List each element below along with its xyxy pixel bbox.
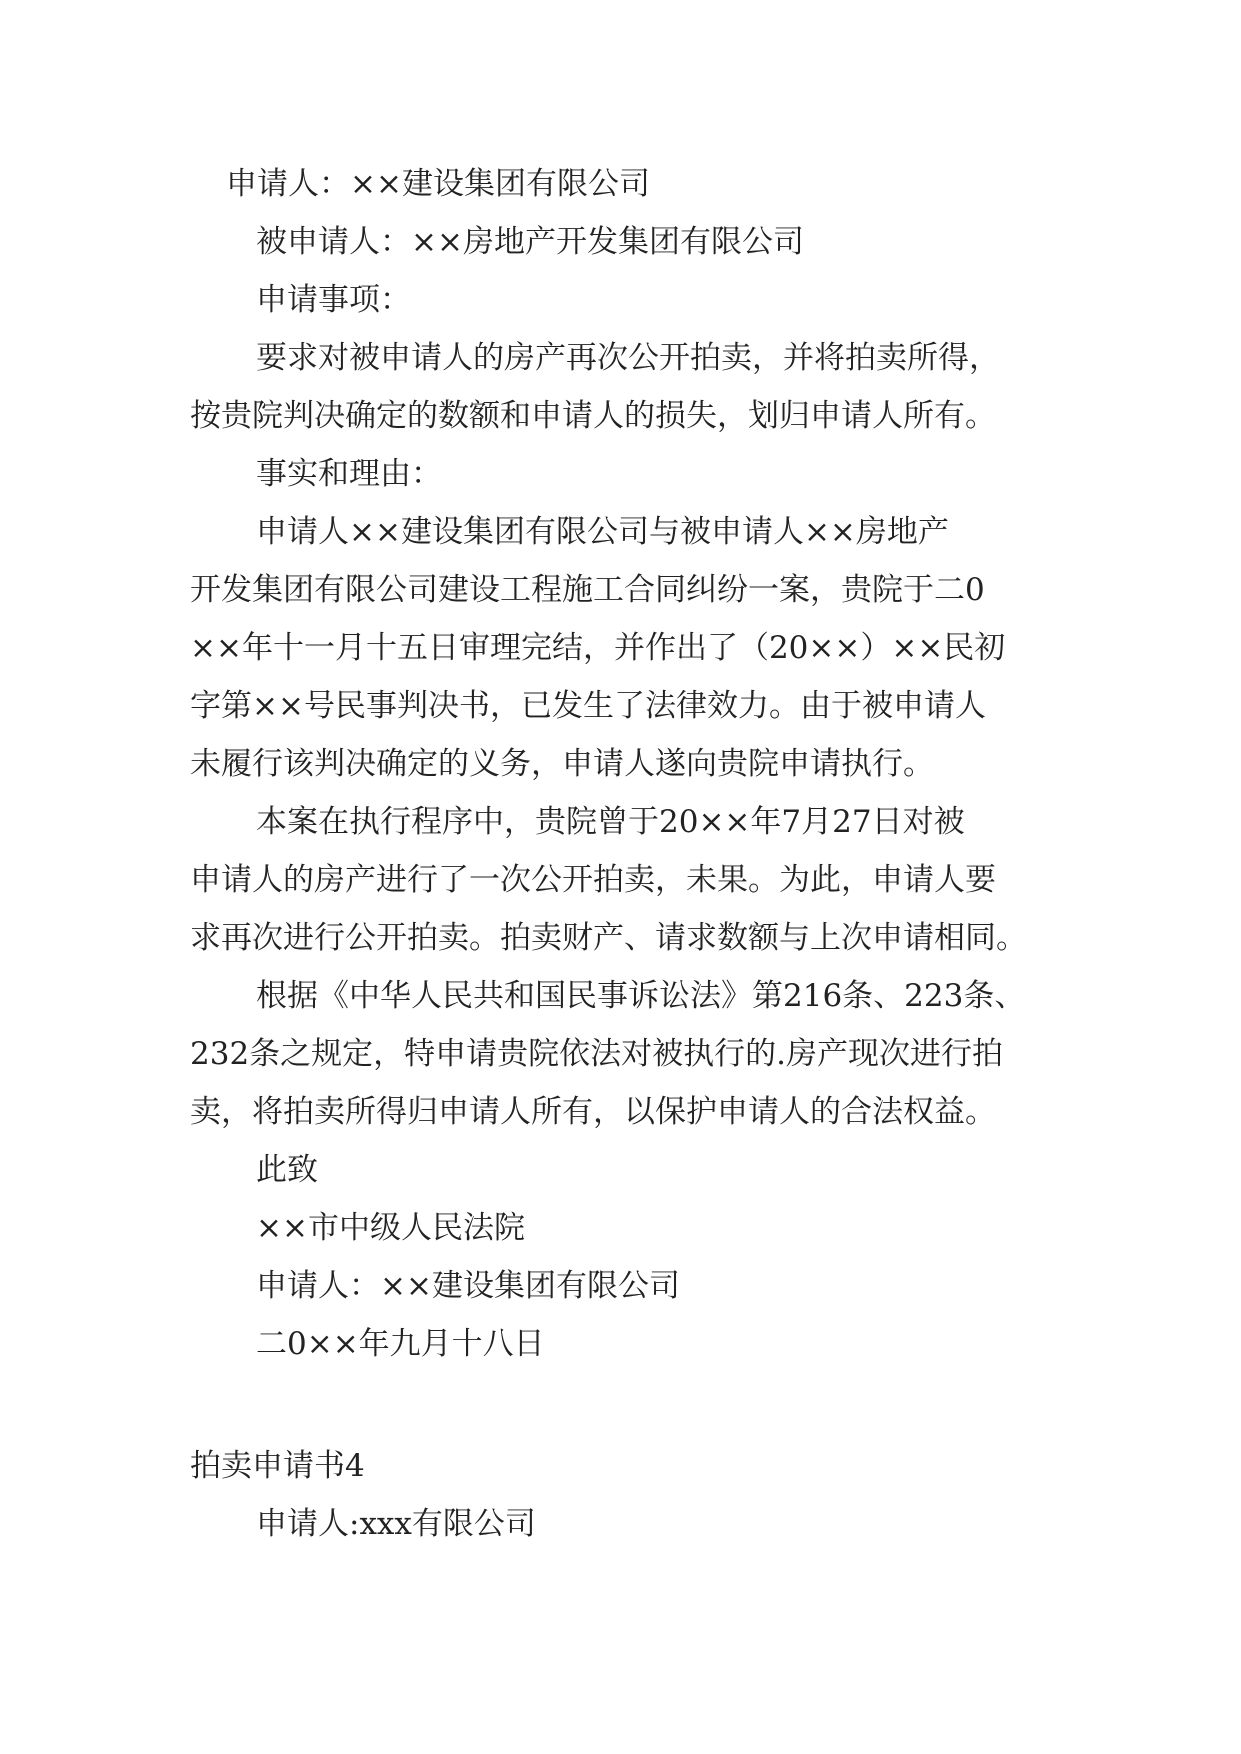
section-gap	[190, 1373, 1070, 1437]
respondent-line: 被申请人：××房地产开发集团有限公司	[256, 224, 804, 260]
facts-paragraph-1-line-2: 开发集团有限公司建设工程施工合同纠纷一案，贵院于二0	[190, 572, 985, 608]
facts-paragraph-2-line-2: 申请人的房产进行了一次公开拍卖，未果。为此，申请人要	[190, 862, 996, 898]
facts-paragraph-1-line-1: 申请人××建设集团有限公司与被申请人××房地产	[256, 514, 949, 550]
legal-basis-line-2: 232条之规定，特申请贵院依法对被执行的.房产现次进行拍	[190, 1036, 1004, 1072]
facts-paragraph-2-line-3: 求再次进行公开拍卖。拍卖财产、请求数额与上次申请相同。	[190, 920, 1027, 956]
facts-paragraph-1-line-5: 未履行该判决确定的义务，申请人遂向贵院申请执行。	[190, 746, 934, 782]
request-text-line-2: 按贵院判决确定的数额和申请人的损失，划归申请人所有。	[190, 398, 996, 434]
facts-paragraph-1-line-3: ××年十一月十五日审理完结，并作出了（20××）××民初	[190, 630, 1006, 666]
facts-paragraph-1-line-4: 字第××号民事判决书，已发生了法律效力。由于被申请人	[190, 688, 986, 724]
salutation: 此致	[256, 1152, 318, 1188]
legal-basis-line-1: 根据《中华人民共和国民事诉讼法》第216条、223条、	[256, 978, 1026, 1014]
next-document-title: 拍卖申请书4	[190, 1448, 365, 1484]
facts-paragraph-2-line-1: 本案在执行程序中，贵院曾于20××年7月27日对被	[256, 804, 965, 840]
request-text-line-1: 要求对被申请人的房产再次公开拍卖，并将拍卖所得，	[256, 340, 1000, 376]
legal-basis-line-3: 卖，将拍卖所得归申请人所有，以保护申请人的合法权益。	[190, 1094, 996, 1130]
addressee-court: ××市中级人民法院	[256, 1210, 525, 1246]
document-page	[190, 155, 1070, 1553]
facts-heading: 事实和理由：	[256, 456, 442, 492]
next-document-applicant-line: 申请人:xxx有限公司	[256, 1506, 536, 1542]
signature-date: 二0××年九月十八日	[256, 1326, 545, 1362]
applicant-line: 申请人：××建设集团有限公司	[226, 166, 650, 202]
signature-applicant: 申请人：××建设集团有限公司	[256, 1268, 680, 1304]
request-items-heading: 申请事项：	[256, 282, 411, 318]
